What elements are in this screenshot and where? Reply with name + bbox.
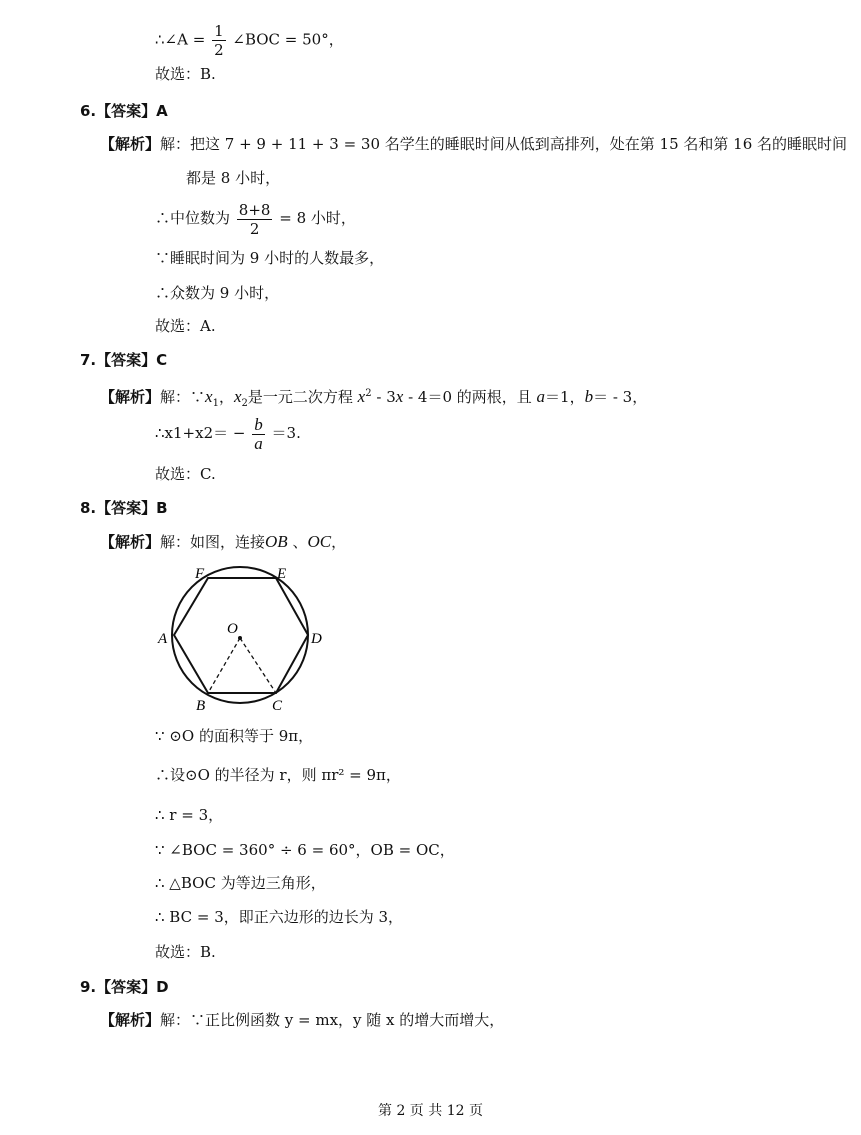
hexagon [174,578,308,693]
label-b: B [196,698,206,714]
q7-sum-line: ∴x1+x2＝ − $\frac{b}{a}$ ＝3. [155,414,301,453]
q8-answer-label: 8.【答案】B [80,499,168,517]
q6-analysis-line: 【解析】解：把这 7 + 9 + 11 + 3 = 30 名学生的睡眠时间从低到高排列，处在第 15 名和第 16 名的睡眠时间 [100,135,848,153]
label-e: E [277,566,287,582]
label-a: A [158,631,168,647]
q7-analysis-line: 【解析】解：$\because x_1$，$x_2$是一元二次方程 $x^2 - 3x - 4=0$ 的两根，且 a＝1，b＝ - 3， [100,387,648,409]
q8-r-line: ∴ r = 3， [155,806,224,824]
q8-angle-line: ∵ ∠BOC = 360° ÷ 6 = 60°，OB = OC， [155,841,455,859]
q9-analysis-line: 【解析】解：∵正比例函数 y = mx，y 随 x 的增大而增大， [100,1011,505,1029]
q6-choose-line: 故选：A. [155,317,216,335]
q8-side-line: ∴ BC = 3，即正六边形的边长为 3， [155,908,404,926]
page-footer: 第 2 页 共 12 页 [378,1103,483,1119]
label-f: F [195,566,205,582]
segment-ob [208,638,240,693]
q8-equilateral-line: ∴ △BOC 为等边三角形， [155,874,326,892]
median-fraction: $\frac{8+8}{2}$ [238,200,271,238]
angle-a-equation: ∴∠A = $\frac{1}{2}$ ∠BOC = 50°， [155,22,344,59]
circle-o [172,567,308,703]
q8-analysis-line: 【解析】解：如图，连接OB 、OC， [100,532,347,551]
q6-analysis-cont: 都是 8 小时， [186,169,281,187]
segment-oc [240,638,276,693]
label-c: C [272,698,283,714]
q9-answer-label: 9.【答案】D [80,978,169,996]
label-o: O [227,621,238,637]
q6-answer-label: 6.【答案】A [80,102,168,120]
q8-area-line: ∵ ⊙O 的面积等于 9π， [155,727,314,745]
q7-choose-line: 故选：C. [155,465,216,483]
b-over-a-fraction: $\frac{b}{a}$ [254,414,263,453]
choose-line: 故选：B. [155,65,216,83]
fraction-one-half: $\frac{1}{2}$ [214,22,224,59]
q6-median-line: ∴中位数为 $\frac{8+8}{2}$ = 8 小时， [155,200,356,238]
hexagon-circle-figure [150,560,350,720]
label-d: D [311,631,322,647]
center-point [238,636,242,640]
q6-mode-line: ∴众数为 9 小时， [155,284,280,302]
q8-radius-line: ∴设⊙O 的半径为 r，则 πr² = 9π， [155,766,401,784]
q8-choose-line: 故选：B. [155,943,216,961]
q7-answer-label: 7.【答案】C [80,351,168,369]
q6-because-line: ∵睡眠时间为 9 小时的人数最多， [155,249,385,267]
